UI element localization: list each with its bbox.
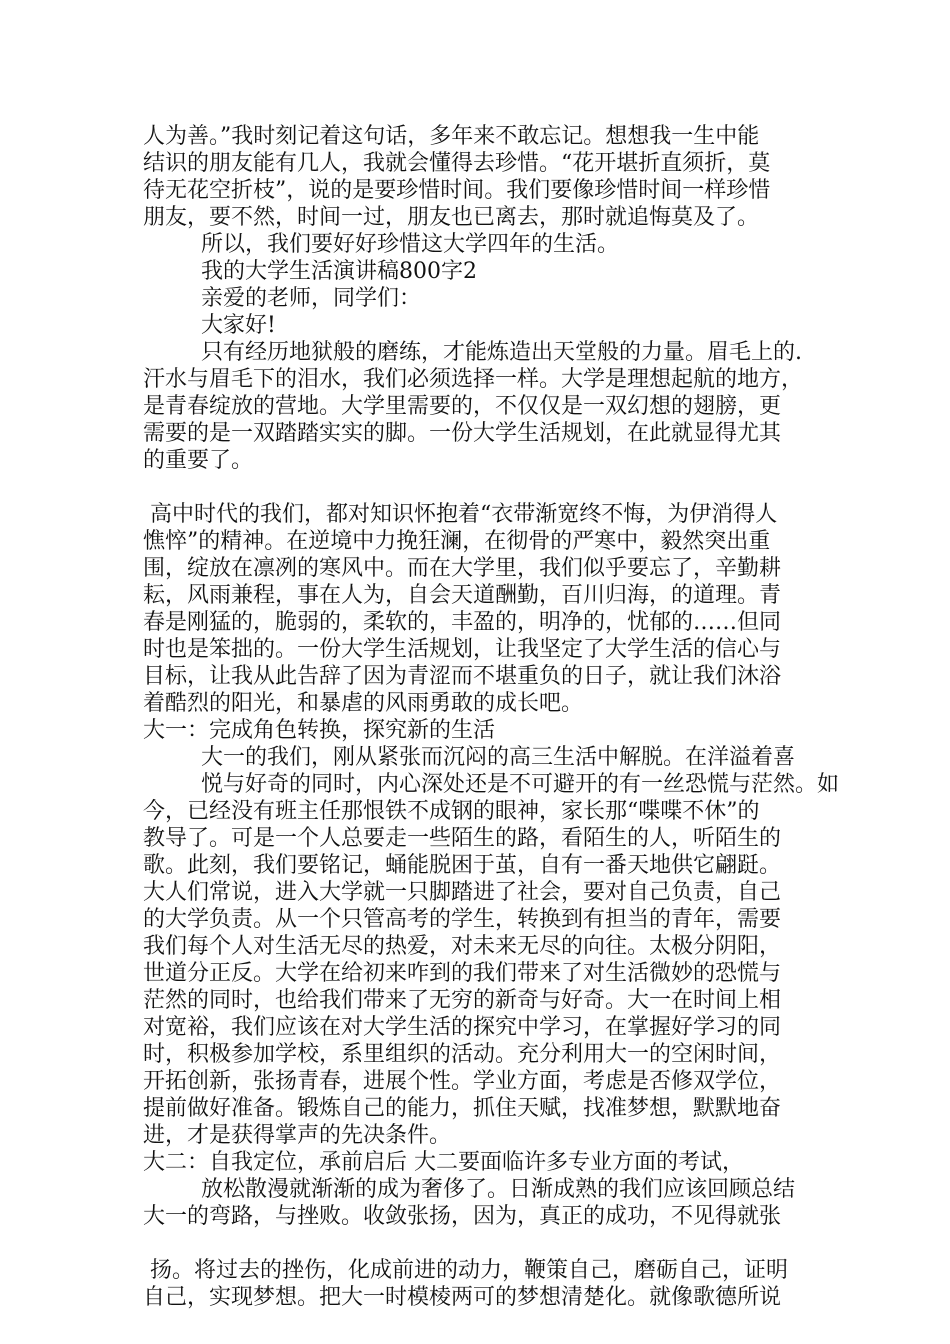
body-line: 围，绽放在凛冽的寒风中。而在大学里，我们似乎要忘了，辛勤耕 [143,556,782,581]
body-line: 需要的是一双踏踏实实的脚。一份大学生活规划，在此就显得尤其 [143,421,782,446]
body-line: 世道分正反。大学在给初来咋到的我们带来了对生活微妙的恐慌与 [143,961,782,986]
section-title: 我的大学生活演讲稿800字2 [201,259,477,284]
body-line-indented: 悦与好奇的同时，内心深处还是不可避开的有一丝恐慌与茫然。如 [201,772,840,797]
body-line: 是青春绽放的营地。大学里需要的，不仅仅是一双幻想的翅膀，更 [143,394,782,419]
body-line: 的重要了。 [143,448,254,473]
salutation: 亲爱的老师，同学们： [201,286,422,311]
body-line: 茫然的同时，也给我们带来了无穷的新奇与好奇。大一在时间上相 [143,988,782,1013]
body-line: 耘，风雨兼程，事在人为，自会天道酬勤，百川归海，的道理。青 [143,583,782,608]
body-line: 汗水与眉毛下的泪水，我们必须选择一样。大学是理想起航的地方， [143,367,804,392]
body-line: 春是刚猛的，脆弱的，柔软的，丰盈的，明净的，忧郁的……但同 [143,610,782,635]
body-line: 教导了。可是一个人总要走一些陌生的路，看陌生的人，听陌生的 [143,826,782,851]
section-heading: 大一的我们，刚从紧张而沉闷的高三生活中解脱。在洋溢着喜 [201,745,796,770]
body-line: 时，积极参加学校，系里组织的活动。充分利用大一的空闲时间， [143,1042,782,1067]
body-line: 大一的弯路，与挫败。收敛张扬，因为，真正的成功，不见得就张 [143,1204,782,1229]
body-line: 着酷烈的阳光，和暴虐的风雨勇敢的成长吧。 [143,691,584,716]
body-line: 歌。此刻，我们要铭记，蛹能脱困于茧，自有一番天地供它翩跹。 [143,853,782,878]
section-heading: 放松散漫就渐渐的成为奢侈了。日渐成熟的我们应该回顾总结 [201,1177,796,1202]
body-line-indented: 只有经历地狱般的磨练，才能炼造出天堂般的力量。眉毛上的. [201,340,802,365]
body-line: 高中时代的我们，都对知识怀抱着“衣带渐宽终不悔，为伊消得人 [150,502,778,527]
body-line: 憔悴”的精神。在逆境中力挽狂澜，在彻骨的严寒中，毅然突出重 [143,529,771,554]
body-line: 结识的朋友能有几人，我就会懂得去珍惜。“花开堪折直须折，莫 [143,151,771,176]
body-line-indented: 所以，我们要好好珍惜这大学四年的生活。 [201,232,620,257]
body-line: 提前做好准备。锻炼自己的能力，抓住天赋，找准梦想，默默地奋 [143,1096,782,1121]
body-line: 大一：完成角色转换，探究新的生活 [143,718,496,743]
body-line: 大人们常说，进入大学就一只脚踏进了社会，要对自己负责，自己 [143,880,782,905]
body-line: 待无花空折枝”，说的是要珍惜时间。我们要像珍惜时间一样珍惜 [143,178,771,203]
body-line: 目标，让我从此告辞了因为青涩而不堪重负的日子，就让我们沐浴 [143,664,782,689]
body-line: 开拓创新，张扬青春，进展个性。学业方面，考虑是否修双学位， [143,1069,782,1094]
body-line: 扬。将过去的挫伤，化成前进的动力，鞭策自己，磨砺自己，证明 [150,1258,789,1283]
greeting: 大家好! [201,313,276,338]
body-line: 进，才是获得掌声的先决条件。 [143,1123,452,1148]
body-line: 今，已经没有班主任那恨铁不成钢的眼神，家长那“喋喋不休”的 [143,799,760,824]
body-line: 自己，实现梦想。把大一时模棱两可的梦想清楚化。就像歌德所说 [143,1285,782,1310]
body-line: 时也是笨拙的。一份大学生活规划，让我坚定了大学生活的信心与 [143,637,782,662]
body-line: 我们每个人对生活无尽的热爱，对未来无尽的向往。太极分阴阳， [143,934,782,959]
body-line: 的大学负责。从一个只管高考的学生，转换到有担当的青年，需要 [143,907,782,932]
body-line: 大二：自我定位，承前启后 大二要面临许多专业方面的考试， [143,1150,744,1175]
body-line: 人为善。”我时刻记着这句话，多年来不敢忘记。想想我一生中能 [143,124,760,149]
body-line: 对宽裕，我们应该在对大学生活的探究中学习，在掌握好学习的同 [143,1015,782,1040]
body-line: 朋友，要不然，时间一过，朋友也已离去，那时就追悔莫及了。 [143,205,760,230]
